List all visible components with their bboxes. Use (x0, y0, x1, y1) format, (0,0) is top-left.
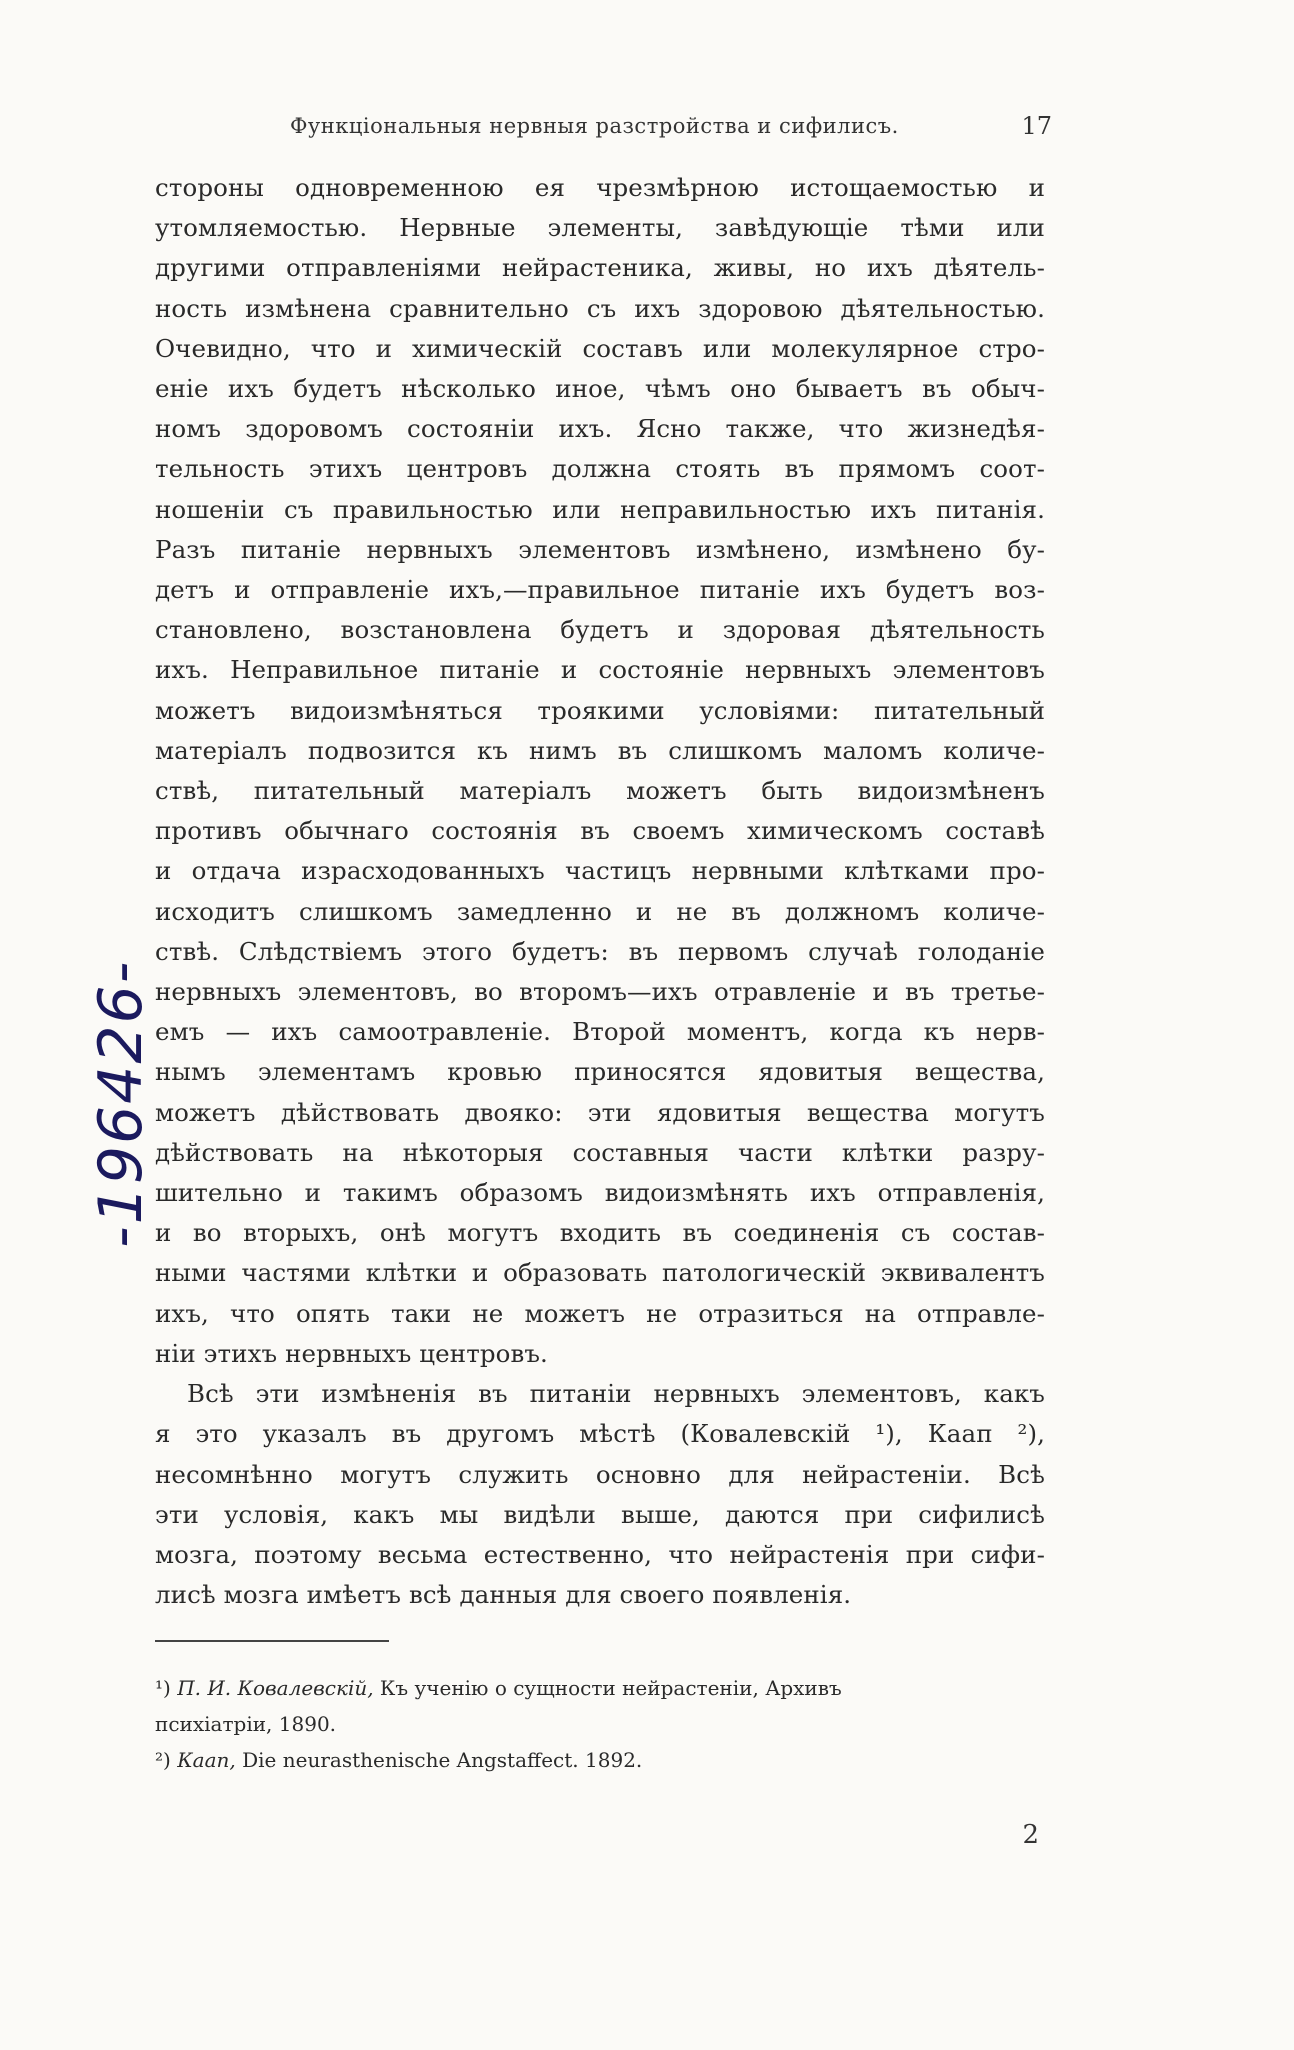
text-line: ихъ, что опять таки не можетъ не отразиться на отправле- (155, 1298, 1045, 1328)
signature-mark: 2 (1022, 1820, 1039, 1850)
running-title: Функціональныя нервныя разстройства и сифилисъ. (290, 114, 899, 138)
text-line: утомляемостью. Нервные элементы, завѣдующіе тѣми или (155, 213, 1045, 243)
text-line: становлено, возстановлена будетъ и здоровая дѣятельность (155, 615, 1045, 645)
text-line: Разъ питаніе нервныхъ элементовъ измѣнено, измѣнено бу- (155, 534, 1045, 564)
text-line: мозга, поэтому весьма естественно, что нейрастенія при сифи- (155, 1539, 1045, 1569)
text-line: ными частями клѣтки и образовать патологическій эквивалентъ (155, 1258, 1045, 1288)
text-line: шительно и такимъ образомъ видоизмѣнять ихъ отправленія, (155, 1178, 1045, 1208)
text-line: противъ обычнаго состоянія въ своемъ химическомъ составѣ (155, 816, 1045, 846)
text-line: несомнѣнно могутъ служить основно для нейрастеніи. Всѣ (155, 1459, 1045, 1489)
footnote-text: Къ ученію о сущности нейрастеніи, Архивъ (373, 1676, 842, 1700)
text-line: дѣйствовать на нѣкоторыя составныя части клѣтки разру- (155, 1137, 1045, 1167)
text-line: нервныхъ элементовъ, во второмъ—ихъ отравленіе и въ третье- (155, 977, 1045, 1007)
text-line: и отдача израсходованныхъ частицъ нервными клѣтками про- (155, 856, 1045, 886)
text-line: нымъ элементамъ кровью приносятся ядовитыя вещества, (155, 1057, 1045, 1087)
text-line: другими отправленіями нейрастеника, живы, но ихъ дѣятель- (155, 253, 1045, 283)
text-line: ствѣ. Слѣдствіемъ этого будетъ: въ первомъ случаѣ голоданіе (155, 936, 1045, 966)
text-line: Всѣ эти измѣненія въ питаніи нервныхъ элементовъ, какъ (187, 1379, 1045, 1409)
footnote-author: Каап, (177, 1748, 236, 1772)
footnote-text: Die neurasthenische Angstaffect. 1892. (235, 1748, 643, 1772)
body-text (155, 168, 1045, 1615)
footnote-author: П. И. Ковалевскій, (177, 1676, 374, 1700)
handwritten-margin-note: -196426- (86, 959, 156, 1248)
text-line: стороны одновременною ея чрезмѣрною истощаемостью и (155, 173, 1045, 202)
text-line: тельность этихъ центровъ должна стоять въ прямомъ соот- (155, 454, 1045, 484)
text-line: ихъ. Неправильное питаніе и состояніе нервныхъ элементовъ (155, 655, 1045, 685)
text-line: ніи этихъ нервныхъ центровъ. (155, 1338, 548, 1368)
text-line: можетъ видоизмѣняться троякими условіями: питательный (155, 695, 1045, 725)
footnote-mark: ²) (155, 1748, 171, 1772)
text-line: исходитъ слишкомъ замедленно и не въ должномъ количе- (155, 896, 1045, 926)
text-line: матеріалъ подвозится къ нимъ въ слишкомъ маломъ количе- (155, 735, 1045, 765)
footnote-2 (155, 1742, 1045, 1778)
text-line: и во вторыхъ, онѣ могутъ входить въ соединенія съ состав- (155, 1218, 1045, 1248)
footnotes (155, 1670, 1045, 1778)
text-line: ность измѣнена сравнительно съ ихъ здоровою дѣятельностью. (155, 293, 1045, 323)
text-line: емъ — ихъ самоотравленіе. Второй моментъ, когда къ нерв- (155, 1017, 1045, 1047)
text-line: детъ и отправленіе ихъ,—правильное питаніе ихъ будетъ воз- (155, 575, 1045, 605)
text-line: лисѣ мозга имѣетъ всѣ данныя для своего появленія. (155, 1580, 852, 1610)
text-line: номъ здоровомъ состояніи ихъ. Ясно также, что жизнедѣя- (155, 414, 1045, 444)
text-line: ствѣ, питательный матеріалъ можетъ быть видоизмѣненъ (155, 776, 1045, 806)
text-line: еніе ихъ будетъ нѣсколько иное, чѣмъ оно бываетъ въ обыч- (155, 374, 1045, 404)
text-line: я это указалъ въ другомъ мѣстѣ (Ковалевскій ¹), Каап ²), (155, 1419, 1045, 1449)
footnote-divider (155, 1640, 389, 1642)
text-line: ношеніи съ правильностью или неправильностью ихъ питанія. (155, 494, 1045, 524)
page-number: 17 (1021, 112, 1052, 140)
running-head (250, 108, 1060, 148)
text-line: эти условія, какъ мы видѣли выше, даются при сифилисѣ (155, 1499, 1045, 1529)
text-line: Очевидно, что и химическій составъ или молекулярное стро- (155, 333, 1045, 363)
footnote-1-continuation: психіатріи, 1890. (155, 1712, 337, 1736)
footnote-mark: ¹) (155, 1676, 171, 1700)
footnote-1 (155, 1670, 1045, 1706)
text-line: можетъ дѣйствовать двояко: эти ядовитыя вещества могутъ (155, 1097, 1045, 1127)
